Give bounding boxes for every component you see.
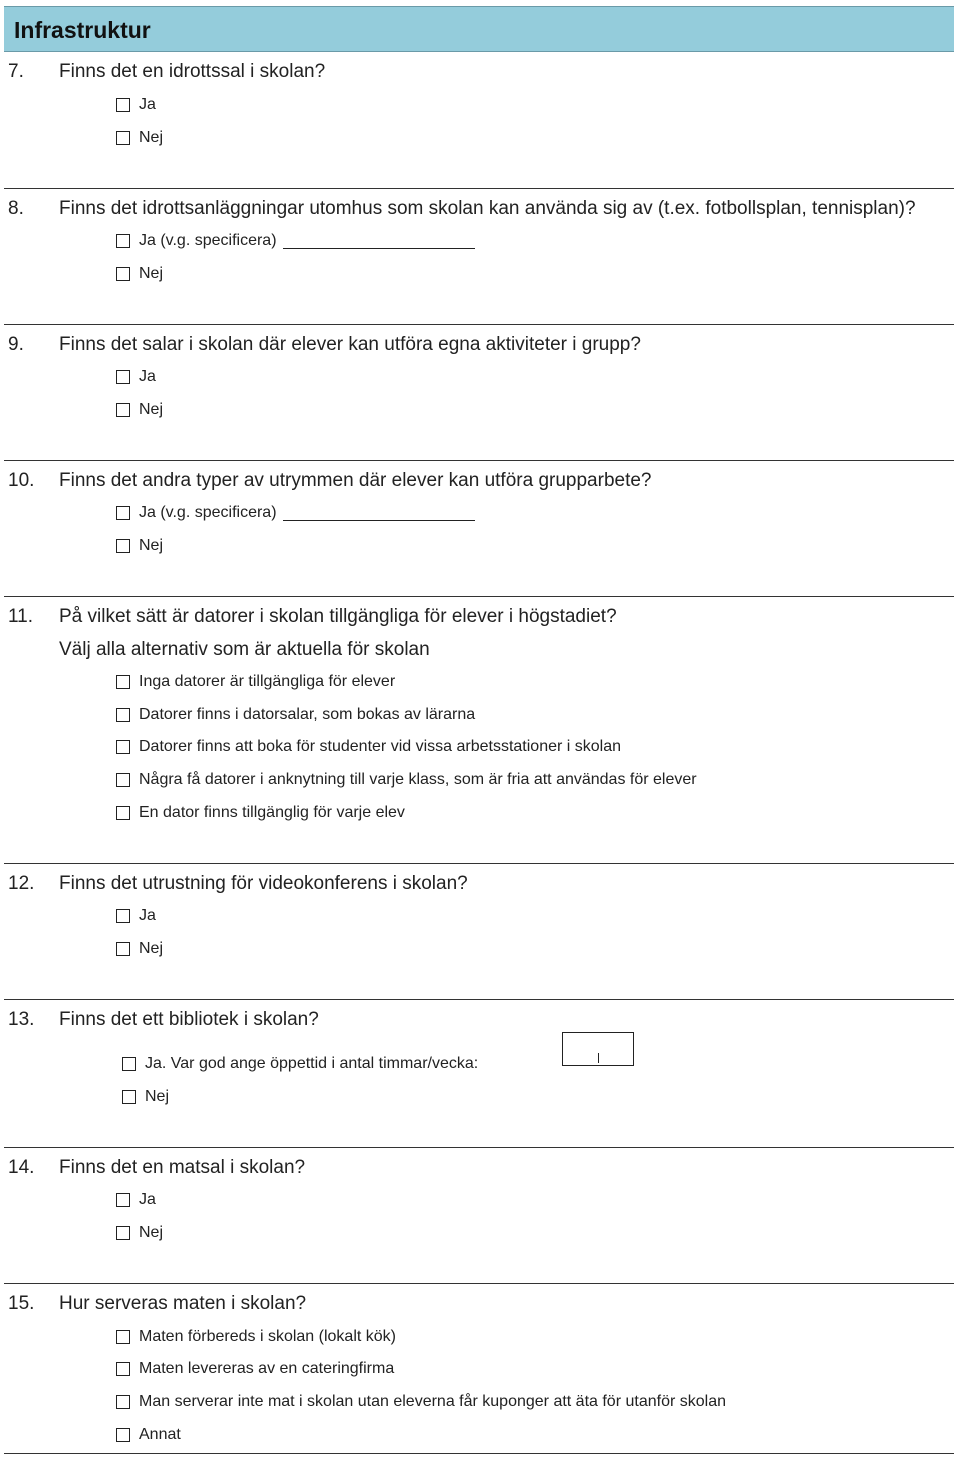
checkbox[interactable] [116, 1226, 130, 1240]
checkbox[interactable] [116, 773, 130, 787]
checkbox[interactable] [116, 1330, 130, 1344]
option-label: Ja (v.g. specificera) [139, 504, 277, 521]
question-number: 12. [8, 873, 35, 894]
divider [4, 596, 954, 597]
checkbox[interactable] [116, 267, 130, 281]
option-q7-ja[interactable] [116, 94, 156, 116]
option-label: Maten förbereds i skolan (lokalt kök) [139, 1328, 396, 1345]
checkbox[interactable] [116, 1362, 130, 1376]
question-number: 8. [8, 198, 24, 219]
option-q13-nej[interactable] [122, 1086, 169, 1108]
checkbox[interactable] [116, 708, 130, 722]
divider [4, 324, 954, 325]
checkbox[interactable] [116, 234, 130, 248]
checkbox[interactable] [116, 1428, 130, 1442]
text-cursor [598, 1053, 599, 1063]
divider [4, 460, 954, 461]
option-q8-nej[interactable] [116, 263, 163, 285]
question-text: Finns det idrottsanläggningar utomhus som skolan kan använda sig av (t.ex. fotbollsplan, tennisplan)? [59, 198, 916, 219]
divider [4, 1147, 954, 1148]
question-number: 13. [8, 1009, 35, 1030]
checkbox[interactable] [116, 1395, 130, 1409]
option-q9-nej[interactable] [116, 399, 163, 421]
option-label: Nej [139, 265, 164, 282]
option-label: Ja [139, 1191, 156, 1208]
option-label: Datorer finns att boka för studenter vid vissa arbetsstationer i skolan [139, 738, 622, 755]
option-label: Maten levereras av en cateringfirma [139, 1360, 395, 1377]
option-label: En dator finns tillgänglig för varje elev [139, 804, 405, 821]
option-q10-nej[interactable] [116, 535, 163, 557]
divider [4, 1453, 954, 1454]
question-text: Finns det ett bibliotek i skolan? [59, 1009, 319, 1030]
option-q12-ja[interactable] [116, 905, 156, 927]
question-text: Finns det andra typer av utrymmen där elever kan utföra grupparbete? [59, 470, 652, 491]
option-q9-ja[interactable] [116, 366, 156, 388]
checkbox[interactable] [122, 1090, 136, 1104]
option-q12-nej[interactable] [116, 938, 163, 960]
option-label: Datorer finns i datorsalar, som bokas av lärarna [139, 706, 476, 723]
option-q13-ja[interactable] [122, 1053, 478, 1075]
option-label: Nej [139, 940, 164, 957]
option-label: Några få datorer i anknytning till varje klass, som är fria att användas för elever [139, 771, 697, 788]
option-label: Nej [145, 1088, 170, 1105]
divider [4, 863, 954, 864]
question-number: 7. [8, 61, 24, 82]
option-q11-1[interactable] [116, 671, 395, 693]
question-number: 10. [8, 470, 35, 491]
divider [4, 999, 954, 1000]
question-text: Hur serveras maten i skolan? [59, 1293, 307, 1314]
question-text: På vilket sätt är datorer i skolan tillgängliga för elever i högstadiet? [59, 606, 617, 627]
option-q15-4[interactable] [116, 1424, 181, 1446]
checkbox[interactable] [116, 98, 130, 112]
question-instruction: Välj alla alternativ som är aktuella för skolan [59, 639, 430, 660]
checkbox[interactable] [122, 1057, 136, 1071]
option-q10-ja[interactable] [116, 502, 475, 524]
option-label: Nej [139, 1224, 164, 1241]
checkbox[interactable] [116, 909, 130, 923]
option-q14-nej[interactable] [116, 1222, 163, 1244]
option-q11-2[interactable] [116, 704, 475, 726]
option-label: Nej [139, 129, 164, 146]
option-label: Ja [139, 96, 156, 113]
checkbox[interactable] [116, 131, 130, 145]
option-label: Nej [139, 537, 164, 554]
divider [4, 188, 954, 189]
option-label: Ja [139, 907, 156, 924]
option-q15-3[interactable] [116, 1391, 726, 1413]
checkbox[interactable] [116, 675, 130, 689]
option-q14-ja[interactable] [116, 1189, 156, 1211]
option-q15-1[interactable] [116, 1326, 396, 1348]
section-header [4, 6, 954, 52]
option-q8-ja[interactable] [116, 230, 475, 252]
specify-input-line[interactable] [283, 248, 475, 249]
option-label: Ja [139, 368, 156, 385]
divider [4, 1283, 954, 1284]
option-q11-4[interactable] [116, 769, 697, 791]
option-q15-2[interactable] [116, 1358, 394, 1380]
question-number: 11. [8, 606, 34, 627]
question-text: Finns det en idrottssal i skolan? [59, 61, 326, 82]
question-number: 14. [8, 1157, 35, 1178]
specify-input-line[interactable] [283, 520, 475, 521]
question-text: Finns det salar i skolan där elever kan utföra egna aktiviteter i grupp? [59, 334, 641, 355]
checkbox[interactable] [116, 942, 130, 956]
option-label: Inga datorer är tillgängliga för elever [139, 673, 396, 690]
option-q11-3[interactable] [116, 736, 621, 758]
question-number: 9. [8, 334, 24, 355]
option-label: Nej [139, 401, 164, 418]
option-q11-5[interactable] [116, 802, 405, 824]
option-q7-nej[interactable] [116, 127, 163, 149]
section-title: Infrastruktur [14, 17, 151, 43]
checkbox[interactable] [116, 370, 130, 384]
checkbox[interactable] [116, 506, 130, 520]
checkbox[interactable] [116, 740, 130, 754]
checkbox[interactable] [116, 403, 130, 417]
option-label: Ja. Var god ange öppettid i antal timmar/vecka: [145, 1055, 479, 1072]
option-label: Man serverar inte mat i skolan utan eleverna får kuponger att äta för utanför skolan [139, 1393, 726, 1410]
checkbox[interactable] [116, 1193, 130, 1207]
checkbox[interactable] [116, 806, 130, 820]
question-text: Finns det utrustning för videokonferens i skolan? [59, 873, 468, 894]
question-number: 15. [8, 1293, 35, 1314]
question-text: Finns det en matsal i skolan? [59, 1157, 306, 1178]
option-label: Ja (v.g. specificera) [139, 232, 277, 249]
option-label: Annat [139, 1426, 181, 1443]
hours-per-week-input[interactable] [562, 1032, 634, 1066]
checkbox[interactable] [116, 539, 130, 553]
